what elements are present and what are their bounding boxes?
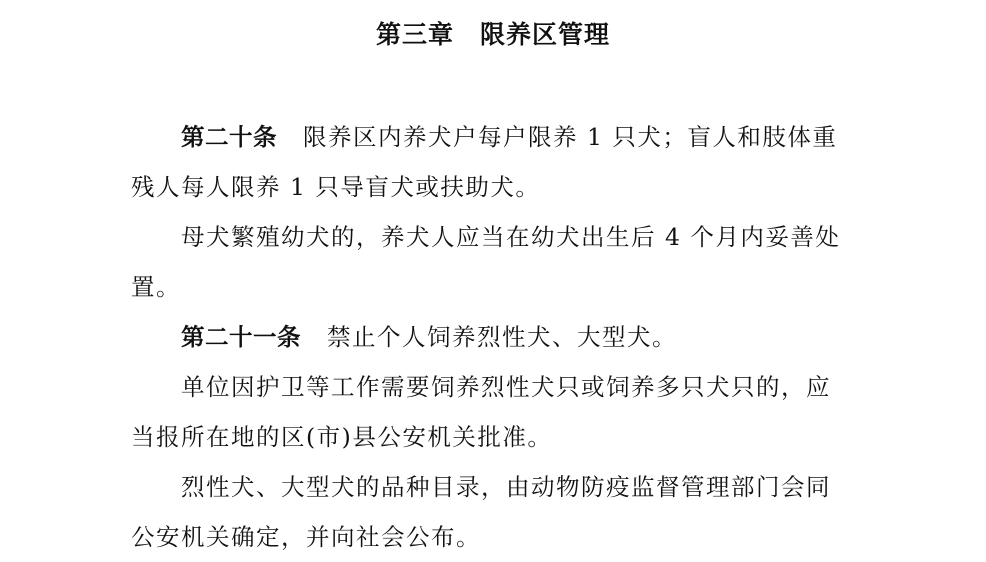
article-21-paragraph-3 xyxy=(131,462,861,562)
paragraph-line: 限养区内养犬户每户限养 1 只犬；盲人和肢体重 xyxy=(303,123,838,151)
article-20-paragraph-1 xyxy=(131,112,861,212)
paragraph-line: 母犬繁殖幼犬的，养犬人应当在幼犬出生后 4 个月内妥善处 xyxy=(181,223,841,251)
article-21-paragraph-2 xyxy=(131,362,861,462)
article-number: 第二十条 xyxy=(181,123,277,151)
document-body xyxy=(131,112,861,562)
article-number: 第二十一条 xyxy=(181,323,301,351)
paragraph-line: 残人每人限养 1 只导盲犬或扶助犬。 xyxy=(131,173,541,201)
chapter-number: 第三章 xyxy=(375,20,454,49)
paragraph-line: 当报所在地的区(市)县公安机关批准。 xyxy=(131,423,553,451)
paragraph-line: 置。 xyxy=(131,273,181,301)
paragraph-line: 单位因护卫等工作需要饲养烈性犬只或饲养多只犬只的，应 xyxy=(181,373,831,401)
article-21-paragraph-1 xyxy=(131,312,861,362)
chapter-heading xyxy=(0,17,986,53)
paragraph-line: 烈性犬、大型犬的品种目录，由动物防疫监督管理部门会同 xyxy=(181,473,831,501)
paragraph-line: 公安机关确定，并向社会公布。 xyxy=(131,523,481,551)
chapter-title: 限养区管理 xyxy=(480,20,611,49)
article-20-paragraph-2 xyxy=(131,212,861,312)
paragraph-line: 禁止个人饲养烈性犬、大型犬。 xyxy=(327,323,677,351)
